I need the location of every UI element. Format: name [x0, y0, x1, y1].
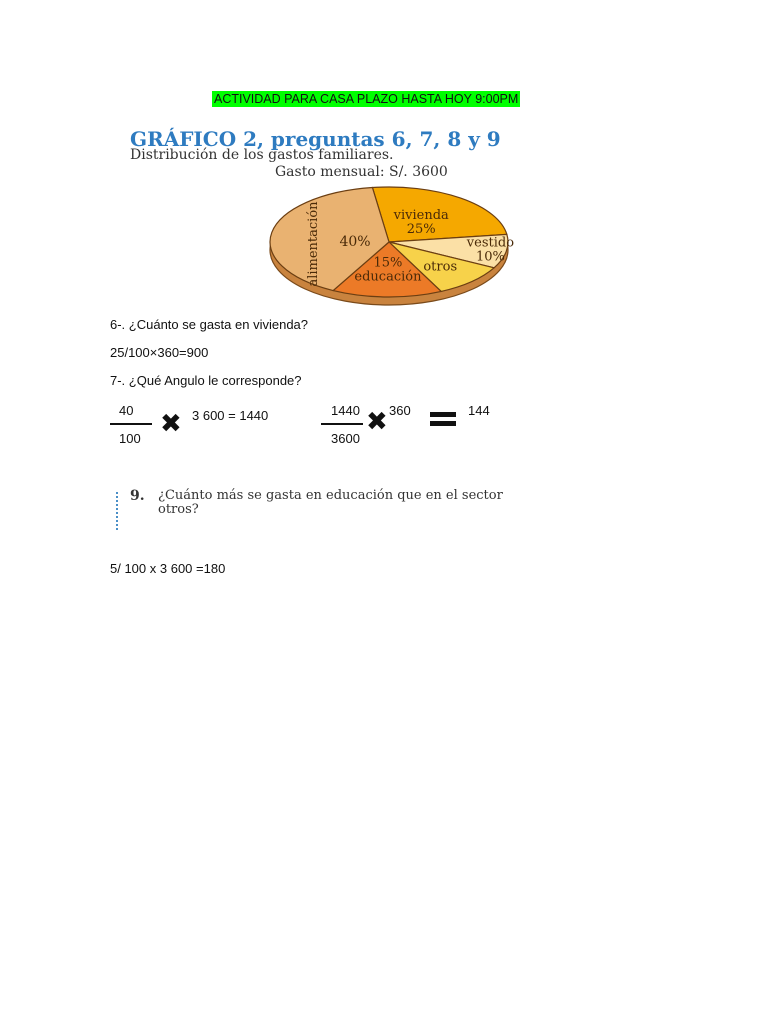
answer-9: 5/ 100 x 3 600 =180: [110, 561, 226, 576]
fraction2-numerator: 1440: [331, 403, 360, 418]
figure-monthly-spending: Gasto mensual: S/. 3600: [275, 164, 448, 180]
angle-result: 144: [468, 403, 490, 418]
answer-6: 25/100×360=900: [110, 345, 209, 360]
pie-value-alimentación: 40%: [339, 234, 371, 250]
figure-title: GRÁFICO 2, preguntas 6, 7, 8 y 9: [130, 127, 501, 151]
fraction2-bar: [321, 423, 363, 425]
question-9-line1: ¿Cuánto más se gasta en educación que en el sector: [158, 488, 503, 503]
pie-label-educación: educación: [354, 269, 422, 285]
multiply-icon: ✖: [366, 406, 388, 436]
equals-icon: [430, 421, 456, 426]
pie-label-vivienda: vivienda: [393, 208, 449, 224]
fraction1-denominator: 100: [119, 431, 141, 446]
equals-icon: [430, 412, 456, 417]
fraction2-denominator: 3600: [331, 431, 360, 446]
fraction1-numerator: 40: [119, 403, 134, 418]
fraction1-bar: [110, 423, 152, 425]
pie-value-vivienda: 25%: [406, 222, 436, 238]
multiplier-value: 360: [389, 403, 411, 418]
pie-value-vestido: 10%: [475, 249, 505, 265]
multiply-icon: ✖: [160, 408, 182, 438]
assignment-banner: ACTIVIDAD PARA CASA PLAZO HASTA HOY 9:00PM: [214, 92, 519, 106]
question-9-line2: otros?: [158, 502, 199, 517]
question-9-text: [158, 489, 503, 517]
question-9-border: [116, 492, 118, 530]
pie-value-educación: 15%: [373, 255, 403, 271]
multiplication-result: 3 600 = 1440: [192, 408, 269, 423]
question-9-box: [116, 488, 536, 530]
question-9-number: 9.: [130, 488, 145, 504]
figure-subtitle: Distribución de los gastos familiares.: [130, 147, 394, 163]
pie-label-alimentación: alimentación: [306, 201, 321, 287]
pie-label-vestido: vestido: [466, 235, 515, 251]
pie-label-otros: otros: [423, 259, 458, 275]
question-6: 6-. ¿Cuánto se gasta en vivienda?: [110, 317, 309, 332]
question-7: 7-. ¿Qué Angulo le corresponde?: [110, 373, 302, 388]
